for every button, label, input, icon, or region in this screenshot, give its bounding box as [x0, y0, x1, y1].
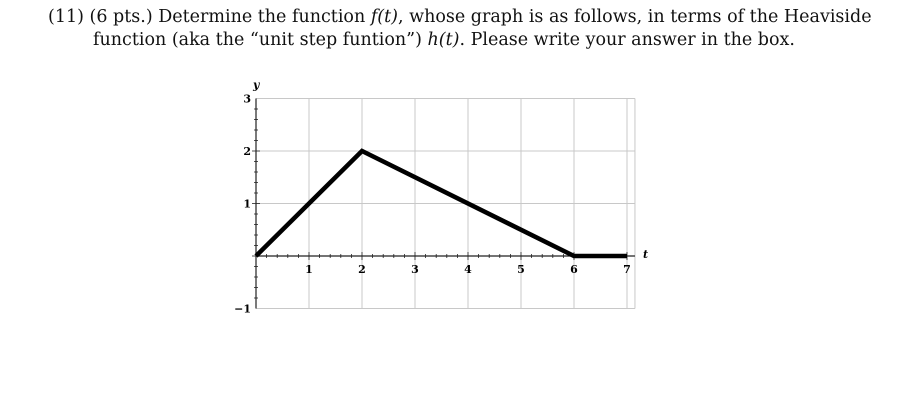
problem-text-4: . Please write your answer in the box.	[459, 30, 795, 50]
x-axis-label: t	[642, 248, 649, 261]
x-tick-label: 6	[570, 263, 578, 276]
x-tick-label: 4	[464, 263, 472, 276]
x-tick-label: 1	[305, 263, 313, 276]
y-tick-label: −1	[234, 302, 251, 316]
y-tick-label: 1	[243, 197, 251, 211]
problem-number: (11)	[48, 7, 84, 27]
problem-text-3: function (aka the “unit step funtion”)	[93, 30, 428, 50]
x-tick-label: 7	[623, 263, 631, 276]
x-tick-label: 5	[517, 263, 525, 276]
y-tick-label: 3	[243, 92, 251, 106]
function-h: h(t)	[427, 30, 460, 50]
function-f: f(t)	[370, 7, 398, 27]
x-tick-label: 2	[358, 263, 366, 276]
y-axis-label: y	[253, 78, 260, 92]
y-tick-label: 2	[243, 145, 251, 158]
problem-text-1: Determine the function	[158, 7, 371, 27]
x-tick-label: 3	[411, 263, 419, 276]
problem-points: (6 pts.)	[89, 7, 153, 27]
problem-text-2: , whose graph is as follows, in terms of the Heaviside	[397, 7, 872, 27]
